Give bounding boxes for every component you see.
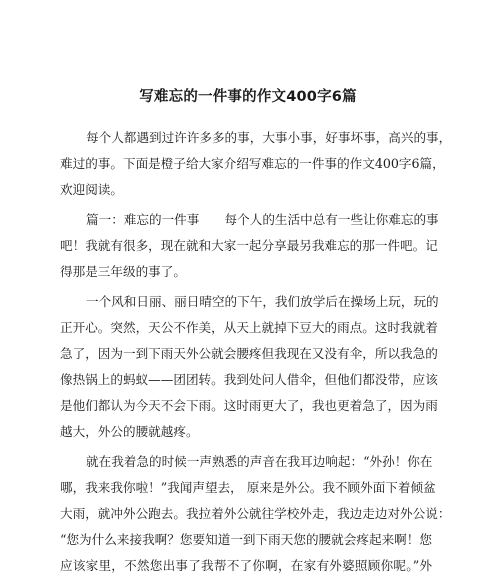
text-line: 越大，外公的腰就越疼。 [60, 424, 199, 439]
text-line: 每个人都遇到过许许多多的事，大事小事，好事坏事，高兴的事， [86, 130, 452, 145]
text-line: 欢迎阅读。 [60, 182, 123, 197]
paragraph-rain [60, 289, 439, 445]
paragraph-grandpa [60, 449, 451, 579]
text-line: 篇一：难忘的一件事 每个人的生活中总有一些让你难忘的事 [86, 212, 439, 227]
paragraph-essay-one [60, 207, 439, 285]
text-line: 正开心。突然，天公不作美，从天上就掉下豆大的雨点。这时我就着 [60, 320, 438, 335]
text-line: 哪，我来我你啦！”我闻声望去， 原来是外公。我不顾外面下着倾盆 [60, 480, 436, 495]
paragraph-intro [60, 125, 452, 203]
text-line: 难过的事。下面是橙子给大家介绍写难忘的一件事的作文400字6篇， [60, 156, 445, 171]
text-line: 得那是三年级的事了。 [60, 264, 186, 279]
text-line: 是他们都认为今天不会下雨。这时雨更大了，我也更着急了，因为雨 [60, 398, 438, 413]
text-line: 大雨，就冲外公跑去。我拉着外公就往学校外走，我边走边对外公说： [60, 506, 451, 521]
text-line: 急了，因为一到下雨天外公就会腰疼但我现在又没有伞，所以我急的 [60, 346, 438, 361]
text-line: 一个风和日丽、丽日晴空的下午，我们放学后在操场上玩，玩的 [86, 294, 439, 309]
text-line: 像热锅上的蚂蚁——团团转。我到处问人借伞，但他们都没带，应该 [60, 372, 438, 387]
text-line: 应该家里，不然您出事了我帮不了你啊，在家有外婆照顾你呢。”外 [60, 558, 432, 573]
text-line: “您为什么来接我啊？您要知道一到下雨天您的腰就会疼起来啊！您 [60, 532, 432, 547]
article-body [60, 125, 452, 583]
article-title: 写难忘的一件事的作文400字6篇 [139, 89, 357, 105]
text-line: 吧！我就有很多，现在就和大家一起分享最另我难忘的那一件吧。记 [60, 238, 438, 253]
text-line: 就在我着急的时候一声熟悉的声音在我耳边响起：“外孙！你在 [86, 454, 433, 469]
